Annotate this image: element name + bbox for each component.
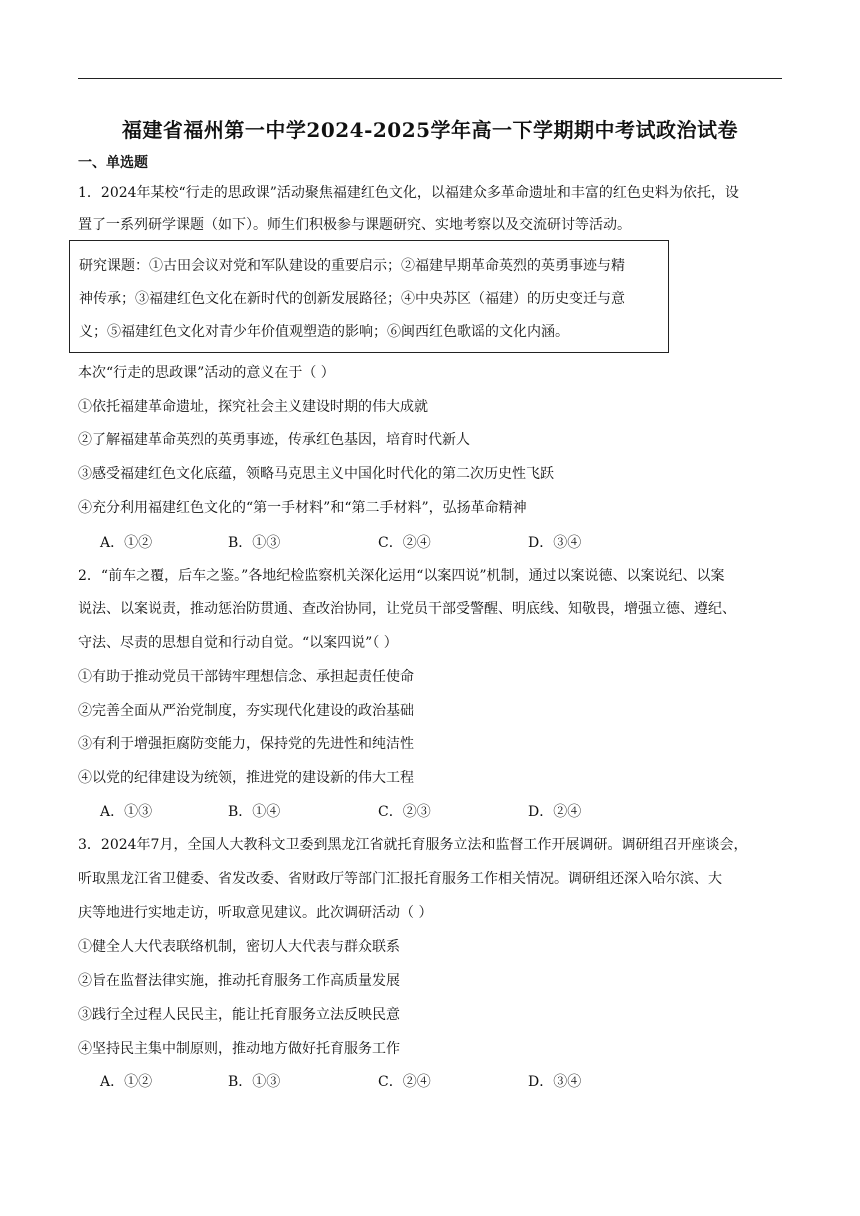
section-heading: 一、单选题: [78, 155, 148, 171]
q1-stem-line-2: 置了一系列研学课题（如下）。师生们积极参与课题研究、实地考察以及交流研讨等活动。: [78, 217, 631, 233]
q3-option-b[interactable]: B．①③: [228, 1074, 281, 1090]
q3-option-d[interactable]: D．③④: [528, 1074, 582, 1090]
q1-item-4: ④充分利用福建红色文化的“第一手材料”和“第二手材料”，弘扬革命精神: [78, 500, 527, 516]
q1-option-a[interactable]: A．①②: [100, 535, 153, 551]
q3-item-4: ④坚持民主集中制原则，推动地方做好托育服务工作: [78, 1041, 400, 1057]
q2-option-d[interactable]: D．②④: [528, 804, 582, 820]
q1-item-1: ①依托福建革命遗址，探究社会主义建设时期的伟大成就: [78, 399, 428, 415]
q1-option-c[interactable]: C．②④: [378, 535, 431, 551]
q3-item-2: ②旨在监督法律实施，推动托育服务工作高质量发展: [78, 973, 400, 989]
q1-item-3: ③感受福建红色文化底蕴，领略马克思主义中国化时代化的第二次历史性飞跃: [78, 466, 554, 482]
q2-option-a[interactable]: A．①③: [100, 804, 153, 820]
research-topics-box: [69, 240, 669, 353]
q2-option-b[interactable]: B．①④: [228, 804, 281, 820]
q2-item-3: ③有利于增强拒腐防变能力，保持党的先进性和纯洁性: [78, 736, 414, 752]
q1-question: 本次“行走的思政课”活动的意义在于（ ）: [78, 365, 335, 381]
q3-stem-line-2: 听取黑龙江省卫健委、省发改委、省财政厅等部门汇报托育服务工作相关情况。调研组还深入哈尔滨、大: [78, 871, 722, 887]
box-line-3: 义；⑤福建红色文化对青少年价值观塑造的影响；⑥闽西红色歌谣的文化内涵。: [79, 324, 569, 340]
q3-stem-line-3: 庆等地进行实地走访，听取意见建议。此次调研活动（ ）: [78, 905, 433, 921]
q2-item-1: ①有助于推动党员干部铸牢理想信念、承担起责任使命: [78, 669, 414, 685]
q2-item-4: ④以党的纪律建设为统领，推进党的建设新的伟大工程: [78, 770, 414, 786]
q2-option-c[interactable]: C．②③: [378, 804, 431, 820]
page-title: 福建省福州第一中学2024-2025学年高一下学期期中考试政治试卷: [121, 118, 739, 142]
q2-stem-line-2: 说法、以案说责，推动惩治防贯通、查改治协同，让党员干部受警醒、明底线、知敬畏，增强立德、遵纪、: [78, 601, 736, 617]
q1-stem-line-1: 1．2024年某校“行走的思政课”活动聚焦福建红色文化，以福建众多革命遗址和丰富的红色史料为依托，设: [78, 185, 739, 201]
q2-stem-line-1: 2．“前车之覆，后车之鉴。”各地纪检监察机关深化运用“以案四说”机制，通过以案说德、以案说纪、以案: [78, 568, 725, 584]
q3-stem-line-1: 3．2024年7月，全国人大教科文卫委到黑龙江省就托育服务立法和监督工作开展调研。调研组召开座谈会，: [78, 837, 748, 853]
box-line-1: 研究课题：①古田会议对党和军队建设的重要启示；②福建早期革命英烈的英勇事迹与精: [79, 258, 625, 274]
q2-stem-line-3: 守法、尽责的思想自觉和行动自觉。“以案四说”（ ）: [78, 635, 398, 651]
q1-item-2: ②了解福建革命英烈的英勇事迹，传承红色基因，培育时代新人: [78, 432, 470, 448]
q2-item-2: ②完善全面从严治党制度，夯实现代化建设的政治基础: [78, 703, 414, 719]
q3-item-3: ③践行全过程人民民主，能让托育服务立法反映民意: [78, 1007, 400, 1023]
q3-option-c[interactable]: C．②④: [378, 1074, 431, 1090]
q1-option-d[interactable]: D．③④: [528, 535, 582, 551]
q1-option-b[interactable]: B．①③: [228, 535, 281, 551]
q3-item-1: ①健全人大代表联络机制，密切人大代表与群众联系: [78, 939, 400, 955]
q3-option-a[interactable]: A．①②: [100, 1074, 153, 1090]
header-rule: [78, 78, 782, 79]
box-line-2: 神传承；③福建红色文化在新时代的创新发展路径；④中央苏区（福建）的历史变迁与意: [79, 291, 625, 307]
